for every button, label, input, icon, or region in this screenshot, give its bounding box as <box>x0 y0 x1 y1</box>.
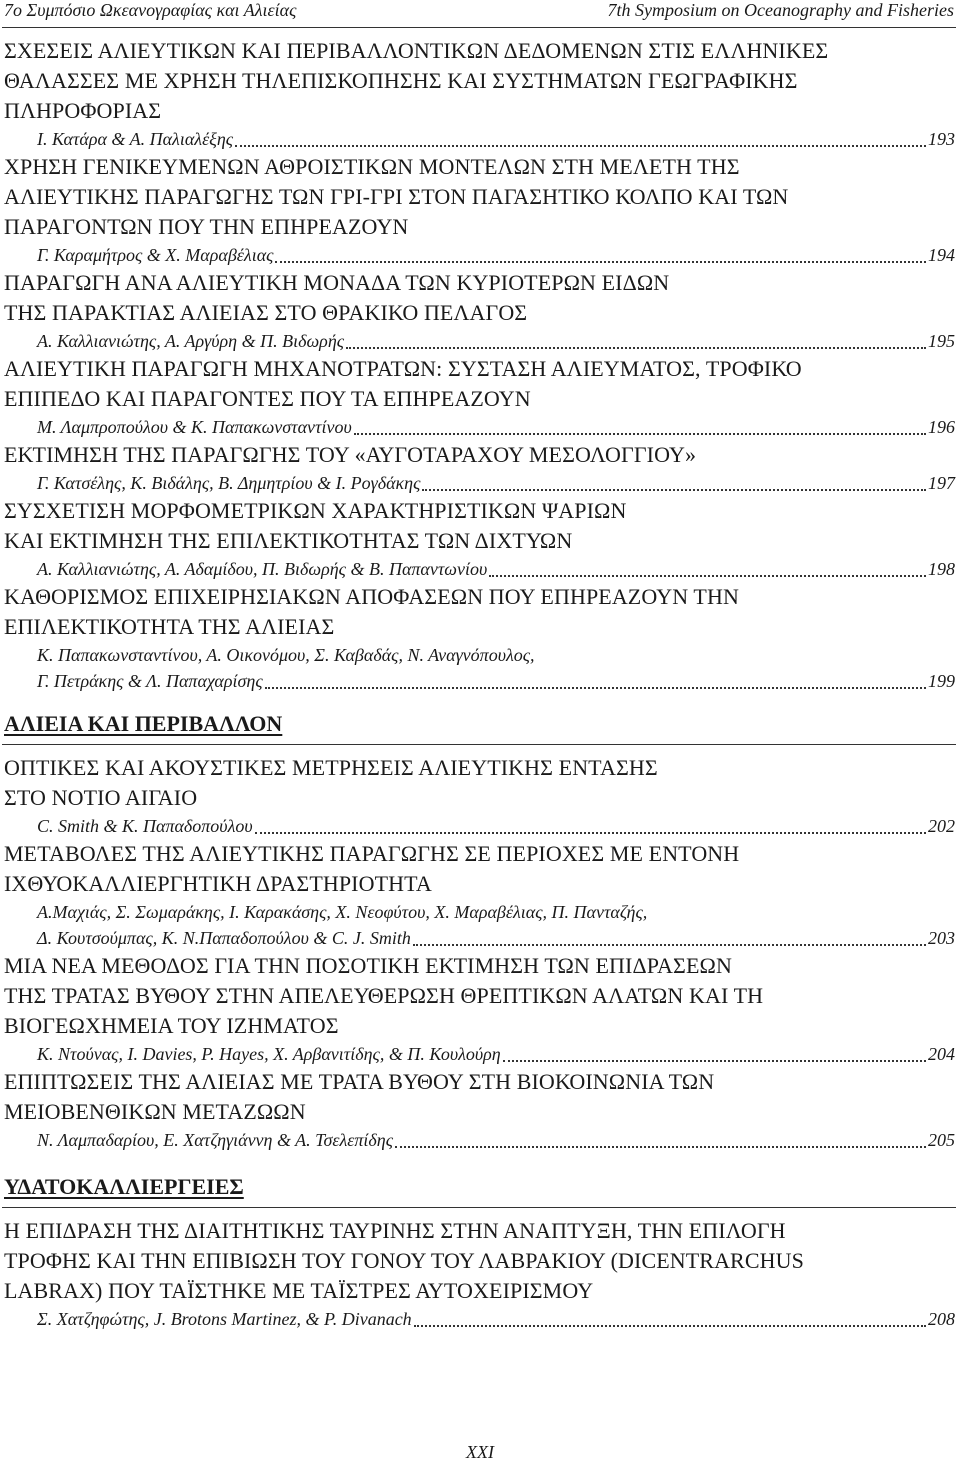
entry-page-number: 208 <box>928 1309 955 1329</box>
entry-title-line: ΚΑΘΟΡΙΣΜΟΣ ΕΠΙΧΕΙΡΗΣΙΑΚΩΝ ΑΠΟΦΑΣΕΩΝ ΠΟΥ ΕΠΗΡΕΑΖΟΥΝ ΤΗΝ <box>4 584 739 609</box>
page-number: XXI <box>466 1442 494 1462</box>
entry-title-line: LABRAX) ΠΟΥ ΤΑΪΣΤΗΚΕ ΜΕ ΤΑΪΣΤΡΕΣ ΑΥΤΟΧΕΙΡΙΣΜΟΥ <box>4 1278 594 1303</box>
entry-page-number: 193 <box>928 129 955 149</box>
entry-title-line: ΕΠΙΠΤΩΣΕΙΣ ΤΗΣ ΑΛΙΕΙΑΣ ΜΕ ΤΡΑΤΑ ΒΥΘΟΥ ΣΤΗ ΒΙΟΚΟΙΝΩΝΙΑ ΤΩΝ <box>4 1069 715 1094</box>
toc-group-fisheries-environment <box>4 753 955 1153</box>
entry-authors-row <box>4 1306 955 1332</box>
entry-title-line: ΠΑΡΑΓΩΓΗ ΑΝΑ ΑΛΙΕΥΤΙΚΗ ΜΟΝΑΔΑ ΤΩΝ ΚΥΡΙΟΤΕΡΩΝ ΕΙΔΩΝ <box>4 270 670 295</box>
entry-page-number: 196 <box>928 417 955 437</box>
entry-authors-row <box>4 470 955 496</box>
entry-title-line: ΤΡΟΦΗΣ ΚΑΙ ΤΗΝ ΕΠΙΒΙΩΣΗ ΤΟΥ ΓΟΝΟΥ ΤΟΥ ΛΑΒΡΑΚΙΟΥ (DICENTRARCHUS <box>4 1248 804 1273</box>
entry-authors: C. Smith & Κ. Παπαδοπούλου <box>37 816 253 836</box>
header-left-title: 7ο Συμπόσιο Ωκεανογραφίας και Αλιείας <box>4 0 297 20</box>
toc-entry <box>4 582 955 694</box>
entry-authors-row <box>4 1041 955 1067</box>
dot-leader <box>346 347 926 349</box>
dot-leader <box>422 489 926 491</box>
toc-group-top <box>4 36 955 694</box>
dot-leader <box>414 1325 926 1327</box>
toc-entry <box>4 753 955 839</box>
entry-authors-row <box>4 414 955 440</box>
entry-authors: Δ. Κουτσούμπας, Κ. Ν.Παπαδοπούλου & C. J. Smith <box>37 928 411 948</box>
toc-entry <box>4 36 955 152</box>
entry-page-number: 202 <box>928 816 955 836</box>
section-rule <box>2 1207 956 1208</box>
entry-page-number: 194 <box>928 245 955 265</box>
dot-leader <box>354 433 926 435</box>
entry-authors-row <box>4 925 955 951</box>
header-rule <box>2 27 956 28</box>
entry-title-line: ΟΠΤΙΚΕΣ ΚΑΙ ΑΚΟΥΣΤΙΚΕΣ ΜΕΤΡΗΣΕΙΣ ΑΛΙΕΥΤΙΚΗΣ ΕΝΤΑΣΗΣ <box>4 755 658 780</box>
entry-authors: Γ. Καραμήτρος & Χ. Μαραβέλιας <box>37 245 274 265</box>
entry-title-line: ΣΧΕΣΕΙΣ ΑΛΙΕΥΤΙΚΩΝ ΚΑΙ ΠΕΡΙΒΑΛΛΟΝΤΙΚΩΝ ΔΕΔΟΜΕΝΩΝ ΣΤΙΣ ΕΛΛΗΝΙΚΕΣ <box>4 38 829 63</box>
table-of-contents <box>4 36 955 1332</box>
entry-page-number: 198 <box>928 559 955 579</box>
entry-title-line: ΑΛΙΕΥΤΙΚΗ ΠΑΡΑΓΩΓΗ ΜΗΧΑΝΟΤΡΑΤΩΝ: ΣΥΣΤΑΣΗ ΑΛΙΕΥΜΑΤΟΣ, ΤΡΟΦΙΚΟ <box>4 356 802 381</box>
entry-page-number: 199 <box>928 671 955 691</box>
entry-page-number: 204 <box>928 1044 955 1064</box>
toc-entry <box>4 951 955 1067</box>
entry-title-line: ΜΕΤΑΒΟΛΕΣ ΤΗΣ ΑΛΙΕΥΤΙΚΗΣ ΠΑΡΑΓΩΓΗΣ ΣΕ ΠΕΡΙΟΧΕΣ ΜΕ ΕΝΤΟΝΗ <box>4 841 740 866</box>
entry-title-line: ΤΗΣ ΤΡΑΤΑΣ ΒΥΘΟΥ ΣΤΗΝ ΑΠΕΛΕΥΘΕΡΩΣΗ ΘΡΕΠΤΙΚΩΝ ΑΛΑΤΩΝ ΚΑΙ ΤΗ <box>4 983 764 1008</box>
entry-authors: Γ. Κατσέλης, Κ. Βιδάλης, Β. Δημητρίου & Ι. Ρογδάκης <box>37 473 421 493</box>
entry-authors: Ι. Κατάρα & Α. Παλιαλέξης <box>37 129 234 149</box>
entry-title-line: ΣΤΟ ΝΟΤΙΟ ΑΙΓΑΙΟ <box>4 785 198 810</box>
entry-title-line: ΠΛΗΡΟΦΟΡΙΑΣ <box>4 98 162 123</box>
entry-page-number: 205 <box>928 1130 955 1150</box>
dot-leader <box>413 944 926 946</box>
entry-authors: Α. Καλλιανιώτης, Α. Αδαμίδου, Π. Βιδωρής & Β. Παπαντωνίου <box>37 559 488 579</box>
entry-title-line: ΜΕΙΟΒΕΝΘΙΚΩΝ ΜΕΤΑΖΩΩΝ <box>4 1099 306 1124</box>
toc-entry <box>4 1216 955 1332</box>
entry-page-number: 203 <box>928 928 955 948</box>
entry-authors-row <box>4 1127 955 1153</box>
entry-authors: Α. Καλλιανιώτης, Α. Αργύρη & Π. Βιδωρής <box>37 331 345 351</box>
section-heading-fisheries-environment: ΑΛΙΕΙΑ ΚΑΙ ΠΕΡΙΒΑΛΛΟΝ <box>4 711 283 736</box>
section-heading-aquaculture: ΥΔΑΤΟΚΑΛΛΙΕΡΓΕΙΕΣ <box>4 1174 244 1199</box>
entry-authors-row <box>4 328 955 354</box>
dot-leader <box>275 261 926 263</box>
entry-title-line: ΒΙΟΓΕΩΧΗΜΕΙΑ ΤΟΥ ΙΖΗΜΑΤΟΣ <box>4 1013 339 1038</box>
entry-authors-row <box>4 813 955 839</box>
entry-page-number: 197 <box>928 473 955 493</box>
entry-title-line: Η ΕΠΙΔΡΑΣΗ ΤΗΣ ΔΙΑΙΤΗΤΙΚΗΣ ΤΑΥΡΙΝΗΣ ΣΤΗΝ ΑΝΑΠΤΥΞΗ, ΤΗΝ ΕΠΙΛΟΓΗ <box>4 1218 786 1243</box>
entry-authors: Κ. Ντούνας, I. Davies, P. Hayes, Χ. Αρβανιτίδης, & Π. Κουλούρη <box>37 1044 501 1064</box>
toc-entry <box>4 1067 955 1153</box>
entry-title-line: ΙΧΘΥΟΚΑΛΛΙΕΡΓΗΤΙΚΗ ΔΡΑΣΤΗΡΙΟΤΗΤΑ <box>4 871 432 896</box>
section-rule <box>2 744 956 745</box>
toc-group-aquaculture <box>4 1216 955 1332</box>
toc-entry <box>4 496 955 582</box>
entry-title-line: ΧΡΗΣΗ ΓΕΝΙΚΕΥΜΕΝΩΝ ΑΘΡΟΙΣΤΙΚΩΝ ΜΟΝΤΕΛΩΝ ΣΤΗ ΜΕΛΕΤΗ ΤΗΣ <box>4 154 740 179</box>
entry-authors: Ν. Λαμπαδαρίου, Ε. Χατζηγιάννη & Α. Τσελεπίδης <box>37 1130 394 1150</box>
header-right-title: 7th Symposium on Oceanography and Fisheries <box>607 0 954 20</box>
dot-leader <box>395 1146 926 1148</box>
entry-authors-row <box>4 556 955 582</box>
dot-leader <box>265 687 926 689</box>
entry-title-line: ΕΠΙΛΕΚΤΙΚΟΤΗΤΑ ΤΗΣ ΑΛΙΕΙΑΣ <box>4 614 335 639</box>
toc-entry <box>4 839 955 951</box>
entry-authors-row <box>4 242 955 268</box>
entry-authors-line: Κ. Παπακωνσταντίνου, Α. Οικονόμου, Σ. Καβαδάς, Ν. Αναγνόπουλος, <box>37 645 535 665</box>
dot-leader <box>489 575 926 577</box>
entry-title-line: ΜΙΑ ΝΕΑ ΜΕΘΟΔΟΣ ΓΙΑ ΤΗΝ ΠΟΣΟΤΙΚΗ ΕΚΤΙΜΗΣΗ ΤΩΝ ΕΠΙΔΡΑΣΕΩΝ <box>4 953 732 978</box>
entry-authors: Σ. Χατζηφώτης, J. Brotons Martinez, & P. Divanach <box>37 1309 412 1329</box>
entry-title-line: ΚΑΙ ΕΚΤΙΜΗΣΗ ΤΗΣ ΕΠΙΛΕΚΤΙΚΟΤΗΤΑΣ ΤΩΝ ΔΙΧΤΥΩΝ <box>4 528 573 553</box>
entry-authors: Μ. Λαμπροπούλου & Κ. Παπακωνσταντίνου <box>37 417 352 437</box>
entry-page-number: 195 <box>928 331 955 351</box>
entry-title-line: ΕΠΙΠΕΔΟ ΚΑΙ ΠΑΡΑΓΟΝΤΕΣ ΠΟΥ ΤΑ ΕΠΗΡΕΑΖΟΥΝ <box>4 386 531 411</box>
toc-entry <box>4 152 955 268</box>
toc-entry <box>4 440 955 496</box>
entry-authors-row <box>4 126 955 152</box>
entry-title-line: ΕΚΤΙΜΗΣΗ ΤΗΣ ΠΑΡΑΓΩΓΗΣ ΤΟΥ «ΑΥΓΟΤΑΡΑΧΟΥ ΜΕΣΟΛΟΓΓΙΟΥ» <box>4 442 697 467</box>
toc-entry <box>4 354 955 440</box>
entry-title-line: ΘΑΛΑΣΣΕΣ ΜΕ ΧΡΗΣΗ ΤΗΛΕΠΙΣΚΟΠΗΣΗΣ ΚΑΙ ΣΥΣΤΗΜΑΤΩΝ ΓΕΩΓΡΑΦΙΚΗΣ <box>4 68 798 93</box>
entry-title-line: ΠΑΡΑΓΟΝΤΩΝ ΠΟΥ ΤΗΝ ΕΠΗΡΕΑΖΟΥΝ <box>4 214 409 239</box>
running-header <box>0 0 960 24</box>
entry-authors-row <box>4 668 955 694</box>
dot-leader <box>235 145 926 147</box>
entry-title-line: ΤΗΣ ΠΑΡΑΚΤΙΑΣ ΑΛΙΕΙΑΣ ΣΤΟ ΘΡΑΚΙΚΟ ΠΕΛΑΓΟΣ <box>4 300 528 325</box>
dot-leader <box>503 1060 926 1062</box>
entry-authors: Γ. Πετράκης & Λ. Παπαχαρίσης <box>37 671 263 691</box>
entry-title-line: ΣΥΣΧΕΤΙΣΗ ΜΟΡΦΟΜΕΤΡΙΚΩΝ ΧΑΡΑΚΤΗΡΙΣΤΙΚΩΝ ΨΑΡΙΩΝ <box>4 498 627 523</box>
toc-entry <box>4 268 955 354</box>
dot-leader <box>255 832 926 834</box>
entry-title-line: ΑΛΙΕΥΤΙΚΗΣ ΠΑΡΑΓΩΓΗΣ ΤΩΝ ΓΡΙ-ΓΡΙ ΣΤΟΝ ΠΑΓΑΣΗΤΙΚΟ ΚΟΛΠΟ ΚΑΙ ΤΩΝ <box>4 184 789 209</box>
entry-authors-line: Α.Μαχιάς, Σ. Σωμαράκης, Ι. Καρακάσης, Χ. Νεοφύτου, Χ. Μαραβέλιας, Π. Πανταζής, <box>37 902 648 922</box>
